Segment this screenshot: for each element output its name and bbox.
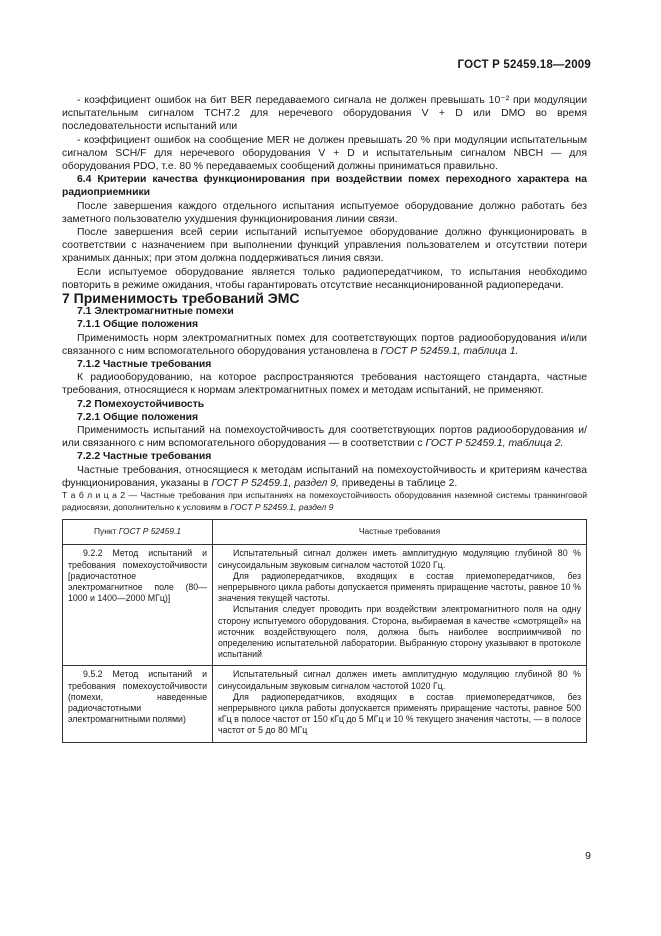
- page-number: 9: [585, 850, 591, 862]
- heading-7-1-2: 7.1.2 Частные требования: [77, 359, 212, 371]
- paragraph-7-2-1: [62, 424, 587, 450]
- requirements-table: [62, 519, 587, 742]
- column-header-clause-ref: ГОСТ Р 52459.1: [118, 526, 181, 537]
- paragraph-7-2-1-text: Применимость испытаний на помехоустойчивость для соответствующих портов радиооборудования и/или связанного с ним вспомогательного оборудования — в соответствии с: [62, 425, 587, 450]
- table-caption: [62, 490, 587, 513]
- table-caption-reference: ГОСТ Р 52459.1, раздел 9: [230, 501, 334, 512]
- requirement-text: Для радиопередатчиков, входящих в состав приемопередатчиков, без непрерывного цикла работы допускается применять приращение частоты, равное 500 кГц в полосе частот от 150 кГц до 5 МГц и 10 % текущего значения частоты, — в полосе частот от 5 до 80 МГц: [218, 691, 581, 736]
- requirement-text: Для радиопередатчиков, входящих в состав приемопередатчиков, без непрерывного цикла работы допускается применять приращение частоты, равное 10 % значения текущей частоты.: [218, 570, 581, 604]
- table-cell-clause: [63, 666, 213, 742]
- table-cell-requirements: [213, 666, 587, 742]
- table-row: [63, 666, 587, 742]
- heading-7-1: 7.1 Электромагнитные помехи: [77, 306, 234, 318]
- paragraph-7-2-2-text-b: приведены в таблице 2.: [338, 477, 458, 489]
- requirement-text: Испытательный сигнал должен иметь амплитудную модуляцию глубиной 80 % синусоидальным звуковым сигналом частотой 1020 Гц.: [218, 548, 581, 570]
- clause-text: 9.2.2 Метод испытаний и требования помехоустойчивости [радиочастотное электромагнитное поле (80—1000 и 1400—2000 МГц)]: [68, 548, 207, 604]
- heading-7-2-2: 7.2.2 Частные требования: [77, 451, 212, 463]
- paragraph-7-1-1-text: Применимость норм электромагнитных помех для соответствующих портов радиооборудования и/или связанного с ним вспомогательного оборудования установлена в: [62, 332, 587, 357]
- paragraph-mer: - коэффициент ошибок на сообщение MER не должен превышать 20 % при модуляции испытательным сигналом SCH/F для неречевого оборудования V + D и испытательным сигналом NBCH — для оборудования PDO, т.е. 80 % передаваемых сообщений должны приниматься правильно.: [62, 134, 587, 173]
- paragraph-ber: - коэффициент ошибок на бит BER передаваемого сигнала не должен превышать 10⁻² при модуляции испытательным сигналом ТСН7.2 для неречевого оборудования V + D или DMO во время последовательности испытаний или: [62, 95, 587, 133]
- paragraph-7-1-2: К радиооборудованию, на которое распространяются требования настоящего стандарта, частные требования, относящиеся к нормам электромагнитных помех и методам испытаний, не применяют.: [62, 372, 587, 397]
- heading-7-2-1: 7.2.1 Общие положения: [77, 411, 199, 423]
- requirement-text: Испытания следует проводить при воздействии электромагнитного поля на одну сторону испытуемого оборудования. Сторона, выбираемая в качестве «смотрящей» на источник воздействующего поля, должна быть наиболее восприимчивой по определению испытательной лаборатории. Выбранную сторону указывают в протоколе испытаний: [218, 604, 581, 660]
- column-header-requirements: Частные требования: [213, 520, 587, 545]
- paragraph-transmitter-only: Если испытуемое оборудование является только радиопередатчиком, то испытания необходимо повторить в режиме ожидания, чтобы гарантировать отсутствие несанкционированной радиопередачи.: [62, 266, 587, 291]
- paragraph-after-each-test: После завершения каждого отдельного испытания испытуемое оборудование должно работать без заметного пользователю ухудшения функционирования линии связи.: [62, 200, 587, 225]
- table-cell-clause: [63, 545, 213, 666]
- heading-7-1-1: 7.1.1 Общие положения: [77, 319, 199, 331]
- reference-section-9: ГОСТ Р 52459.1, раздел 9,: [211, 477, 339, 489]
- column-header-clause-text: Пункт: [94, 526, 119, 537]
- heading-6-4: 6.4 Критерии качества функционирования при воздействии помех переходного характера на радиоприемники: [62, 174, 587, 199]
- section-7-title: 7 Применимость требований ЭМС: [62, 290, 300, 307]
- paragraph-7-2-2: [62, 464, 587, 490]
- document-body: [62, 94, 587, 743]
- column-header-clause: [63, 520, 213, 545]
- heading-7-2: 7.2 Помехоустойчивость: [77, 398, 205, 410]
- reference-table-2: ГОСТ Р 52459.1, таблица 2.: [425, 438, 564, 450]
- table-caption-text: Т а б л и ц а 2 — Частные требования при испытаниях на помехоустойчивость оборудования наземной системы транкинговой радиосвязи, дополнительно к условиям в: [62, 490, 587, 512]
- paragraph-7-1-1: [62, 332, 587, 358]
- reference-table-1: ГОСТ Р 52459.1, таблица 1.: [380, 345, 519, 357]
- requirement-text: Испытательный сигнал должен иметь амплитудную модуляцию глубиной 80 % синусоидальным звуковым сигналом частотой 1020 Гц.: [218, 669, 581, 691]
- paragraph-after-all-tests: После завершения всей серии испытаний испытуемое оборудование должно функционировать в соответствии с назначением при выполнении функций управления пользователем и отсутствии потери хранимых данных; при этом должна поддерживаться линия связи.: [62, 227, 587, 265]
- document-code-header: ГОСТ Р 52459.18—2009: [457, 59, 591, 71]
- table-header-row: [63, 520, 587, 545]
- table-cell-requirements: [213, 545, 587, 666]
- clause-text: 9.5.2 Метод испытаний и требования помехоустойчивости (помехи, наведенные радиочастотными электромагнитными полями): [68, 669, 207, 725]
- table-row: [63, 545, 587, 666]
- paragraph-7-2-2-text-a: Частные требования, относящиеся к методам испытаний на помехоустойчивость и критериям качества функционирования, указаны в: [62, 464, 587, 489]
